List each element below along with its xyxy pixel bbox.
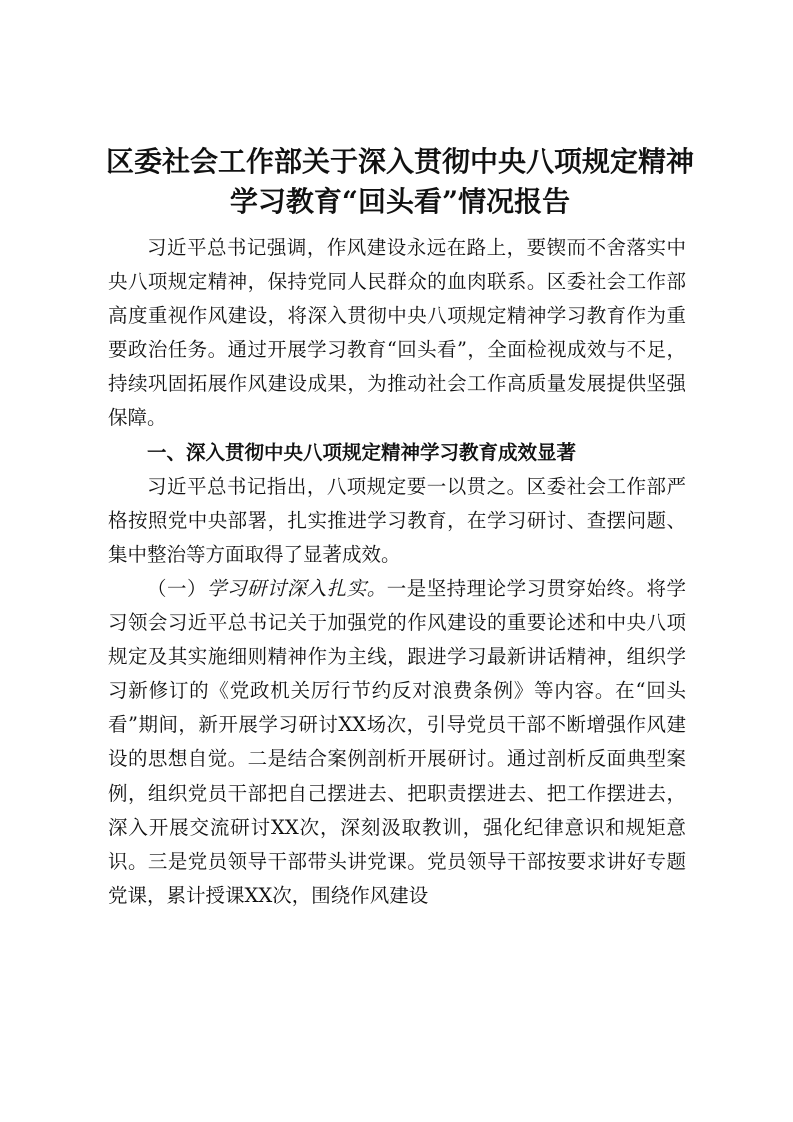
subsection-1-paragraph — [108, 572, 686, 913]
document-title: 区委社会工作部关于深入贯彻中央八项规定精神学习教育“回头看”情况报告 — [105, 145, 694, 218]
subsection-1-body: 一是坚持理论学习贯穿始终。将学习领会习近平总书记关于加强党的作风建设的重要论述和中央八项规定及其实施细则精神作为主线，跟进学习最新讲话精神，组织学习新修订的《党政机关厉行节约反对浪费条例》等内容。在“回头看”期间，新开展学习研讨XX场次，引导党员干部不断增强作风建设的思想自觉。二是结合案例剖析开展研讨。通过剖析反面典型案例，组织党员干部把自己摆进去、把职责摆进去、把工作摆进去，深入开展交流研讨XX次，深刻汲取教训，强化纪律意识和规矩意识。三是党员领导干部带头讲党课。党员领导干部按要求讲好专题党课，累计授课XX次，围绕作风建设 — [108, 576, 686, 907]
intro-paragraph: 习近平总书记强调，作风建设永远在路上，要锲而不舍落实中央八项规定精神，保持党同人民群众的血肉联系。区委社会工作部高度重视作风建设，将深入贯彻中央八项规定精神学习教育作为重要政治任务。通过开展学习教育“回头看”，全面检视成效与不足，持续巩固拓展作风建设成果，为推动社会工作高质量发展提供坚强保障。 — [108, 236, 686, 430]
section-1-paragraph: 习近平总书记指出，八项规定要一以贯之。区委社会工作部严格按照党中央部署，扎实推进学习教育，在学习研讨、查摆问题、集中整治等方面取得了显著成效。 — [108, 474, 686, 566]
document-body — [108, 231, 686, 913]
subsection-1-title: 学习研讨深入扎实。 — [206, 576, 387, 600]
section-heading-1: 一、深入贯彻中央八项规定精神学习教育成效显著 — [147, 440, 577, 464]
subsection-1-number: （一） — [147, 576, 207, 600]
